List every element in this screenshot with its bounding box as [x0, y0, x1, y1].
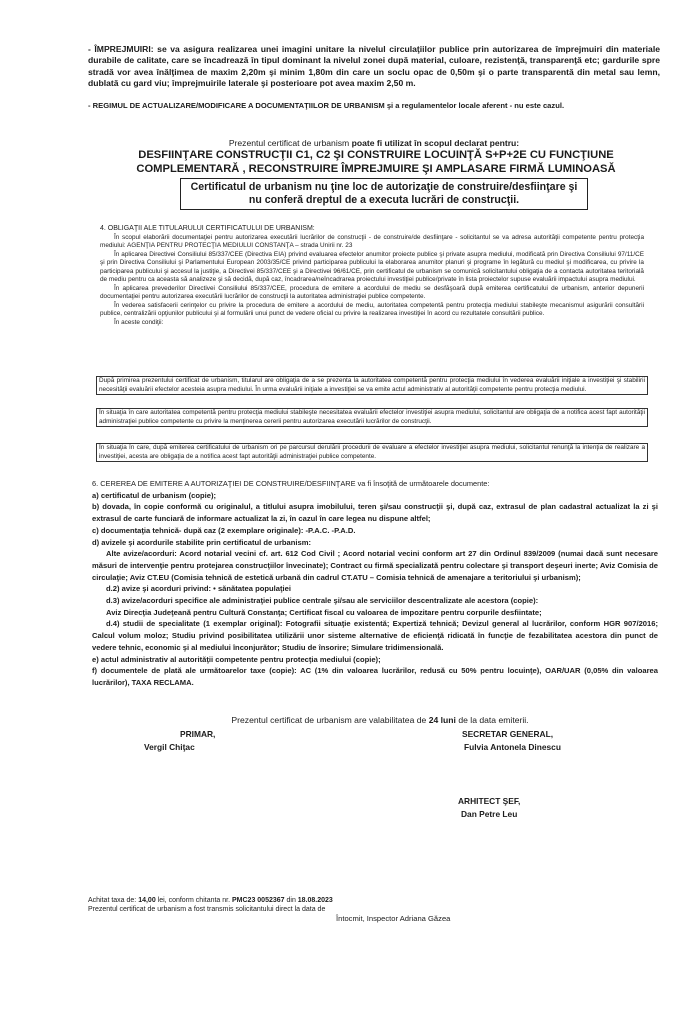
fee-receipt-number: PMC23 0052367: [232, 897, 285, 904]
section-6: [92, 478, 658, 689]
item-b: b) dovada, în copie conformă cu originalul, a titlului asupra imobilului, teren şi/sau construcţii şi, după caz, extrasul de plan cadastral actualizat la zi şi extrasul de carte funciară de informare actualizat la zi, în cazul în care legea nu dispune altfel;: [92, 502, 658, 524]
section-4-heading: 4. OBLIGAŢII ALE TITULARULUI CERTIFICATULUI DE URBANISM:: [100, 225, 315, 232]
arhitect-title: ARHITECT ŞEF,: [458, 796, 521, 806]
item-d3: d.3) avize/acorduri specifice ale administraţiei publice centrale şi/sau ale serviciilor descentralizate ale acestora (copie):: [106, 596, 539, 606]
item-d3b: Aviz Direcţia Judeţeană pentru Cultură Constanţa; Certificat fiscal cu valoarea de impozitare pentru corpurile desfiintate;: [106, 607, 542, 617]
validity-months: 24 luni: [428, 715, 456, 725]
section-4-p4: În vederea satisfacerii cerinţelor cu privire la procedura de emitere a acordului de mediu, autoritatea competentă pentru protecţia mediului stabileşte mecanismul asigurării consultării publice, centralizării opţiunilor publicului şi al formulării unui punct de vedere oficial cu privire la realizarea investiţiei în acord cu rezultatele consultării publice.: [100, 301, 644, 317]
item-e: e) actul administrativ al autorităţii competente pentru protecţia mediului (copie);: [92, 654, 381, 664]
item-f: f) documentele de plată ale următoarelor taxe (copie): AC (1% din valoarea lucrărilor, redusă cu 50% pentru locuinţe), OAR/UAR (0,05% din valoarea lucrărilor), TAXA RECLAMA.: [92, 666, 658, 687]
secretar-name: Fulvia Antonela Dinescu: [464, 742, 561, 752]
item-a: a) certificatul de urbanism (copie);: [92, 490, 217, 500]
sent-line: Prezentul certificat de urbanism a fost transmis solicitantului direct la data de: [88, 906, 326, 913]
secretar-title: SECRETAR GENERAL,: [462, 729, 554, 739]
validity-pre: Prezentul certificat de urbanism are valabilitatea de: [231, 715, 429, 725]
scope-title: DESFIINŢARE CONSTRUCŢII C1, C2 ŞI CONSTRUIRE LOCUINŢĂ S+P+2E CU FUNCŢIUNE COMPLEMENTARĂ , RECONSTRUIRE ÎMPREJMUIRE ŞI AMPLASARE FIRMĂ LUMINOASĂ: [136, 149, 616, 175]
fee-receipt-label: lei, conform chitanta nr.: [155, 897, 232, 904]
item-d: d) avizele şi acordurile stabilite prin certificatul de urbanism:: [92, 537, 312, 547]
fee-amount: 14,00: [138, 897, 156, 904]
fee-label: Achitat taxa de:: [88, 897, 139, 904]
section-4-p3: În aplicarea prevederilor Directivei Consiliului 85/337/CEE, procedura de emitere a acordului de mediu se desfăşoară după emiterea certificatului de urbanism, anterior depunerii documentaţiei pentru autorizarea executării lucrărilor de construcţii la autoritatea administraţiei publice competente.: [100, 284, 644, 300]
box-condition-2: În situaţia în care autoritatea competentă pentru protecţia mediului stabileşte necesitatea evaluării efectelor investiţiei asupra mediului, solicitantul are obligaţia de a notifica acest fapt autorităţii administraţiei publice competente cu privire la menţinerea cererii pentru autorizarea executării lucrărilor de construcţii.: [96, 408, 648, 427]
validity-line: [120, 715, 640, 726]
urbanism-regime: [88, 101, 660, 111]
scope-intro: [88, 138, 660, 149]
section-4-p2: În aplicarea Directivei Consiliului 85/337/CEE (Directiva EIA) privind evaluarea efectelor anumitor proiecte publice şi private asupra mediului, modificată prin Directiva Consiliului 97/11/CE şi prin Directiva Consiliului şi Parlamentului European 2003/35/CE privind participarea publicului la elaborarea anumitor planuri şi programe în legătură cu mediul şi modificarea, cu privire la participarea publicului şi accesul la justiţie, a Directivei 85/337/CEE şi a Directivei 96/61/CE, prin certificatul de urbanism se comunică solicitantului obligaţia de a contacta autoritatea teritorială de mediu pentru ca aceasta să analizeze şi să decidă, după caz, încadrarea/neîncadrarea proiectului investiţiei publice/private în lista proiectelor supuse evaluării impactului asupra mediului.: [100, 250, 644, 283]
scope-intro-end: în scopul declarat pentru:: [411, 138, 520, 148]
item-d1: Alte avize/acorduri: Acord notarial vecini cf. art. 612 Cod Civil ; Acord notarial vecini conform art 27 din Ordinul 839/2009 (numai dacă sunt necesare măsuri de intervenţie pentru protejarea construcţiilor învecinate); Contract cu firmă specializată pentru colectare şi transport deşeuri inerte; Aviz Comisia de circulaţie; Aviz CT.EU (Comisia tehnică de estetică urbană din cadrul CT.ATU – Comisia tehnică de amenajare a teritoriului şi urbanism);: [92, 549, 658, 582]
section-6-heading: 6. CEREREA DE EMITERE A AUTORIZAŢIEI DE CONSTRUIRE/DESFIINŢARE va fi însoţită de următoarele documente:: [92, 479, 490, 488]
fencing-paragraph: - ÎMPREJMUIRI: se va asigura realizarea unei imagini unitare la nivelul circulaţiilor publice prin autorizarea de împrejmuiri din materiale durabile de calitate, care se încadrează în tipul dominant la nivelul zonei după material, culoare, rezistenţă, transparenţă etc; gardurile spre stradă vor avea înălţimea de maxim 2,20m şi minim 1,80m din care un soclu opac de 0,50m şi o parte transparentă din metal sau lemn, dublată cu gard viu; împrejmuirile laterale şi posterioare pot avea maxim 2,50 m.: [88, 44, 660, 89]
section-4-p1: În scopul elaborării documentaţiei pentru autorizarea executării lucrărilor de construcţii - de construire/de desfiinţare - solicitantul se va adresa autorităţii competente pentru protecţia mediului: AGENŢIA PENTRU PROTECŢIA MEDIULUI CONSTANŢA – strada Unirii nr. 23: [100, 233, 644, 249]
fencing-section: [88, 44, 660, 90]
validity-post: de la data emiterii.: [455, 715, 529, 725]
item-c: c) documentaţia tehnică- după caz (2 exemplare originale): -P.A.C. -P.A.D.: [92, 525, 356, 535]
scope-intro-text: Prezentul certificat de urbanism: [228, 138, 352, 148]
scope-notice: Certificatul de urbanism nu ţine loc de autorizaţie de construire/desfiinţare şi nu conferă dreptul de a executa lucrări de construcţii.: [180, 178, 588, 210]
box-condition-3: În situaţia în care, după emiterea certificatului de urbanism ori pe parcursul derulării procedurii de evaluare a efectelor investiţiei asupra mediului, solicitantul renunţă la intenţia de realizare a investiţiei, acesta are obligaţia de a notifica acest fapt autorităţii administraţiei publice competente.: [96, 443, 648, 462]
primar-title: PRIMAR,: [180, 729, 216, 739]
item-d4: d.4) studii de specialitate (1 exemplar original): Fotografii situaţie existentă; Expertiză tehnică; Devizul general al lucrărilor, conform HGR 907/2016; Calcul volum moloz; Studiu privind posibilitatea utilizării unor sisteme alternative de eficienţă ridicată în funcţie de fezabilitatea acestora din punct de vedere tehnic, economic şi al mediului înconjurător; Studiu de însorire; Simulare tridimensională.: [92, 619, 658, 652]
scope-intro-bold: poate fi utilizat: [351, 138, 412, 148]
fee-date: 18.08.2023: [297, 897, 333, 904]
urbanism-regime-text: - REGIMUL DE ACTUALIZARE/MODIFICARE A DOCUMENTAŢIILOR DE URBANISM şi a regulamentelor locale aferent - nu este cazul.: [88, 101, 565, 110]
arhitect-name: Dan Petre Leu: [461, 809, 518, 819]
box-condition-1: După primirea prezentului certificat de urbanism, titularul are obligaţia de a se prezenta la autoritatea competentă pentru protecţia mediului în vederea evaluării iniţiale a investiţiei şi stabilirii necesităţii evaluării efectelor acesteia asupra mediului. În urma evaluării iniţiale a investiţiei se va emite actul administrativ al autorităţii competente pentru protecţia mediului.: [96, 376, 648, 395]
fee-date-label: din: [284, 897, 298, 904]
item-d2: d.2) avize şi acorduri privind: • sănătatea populaţiei: [106, 584, 291, 594]
section-4-p5: În aceste condiţii:: [114, 318, 164, 326]
primar-name: Vergil Chiţac: [144, 742, 195, 752]
prepared-by: Întocmit, Inspector Adriana Găzea: [336, 914, 451, 923]
section-4: [100, 225, 644, 327]
